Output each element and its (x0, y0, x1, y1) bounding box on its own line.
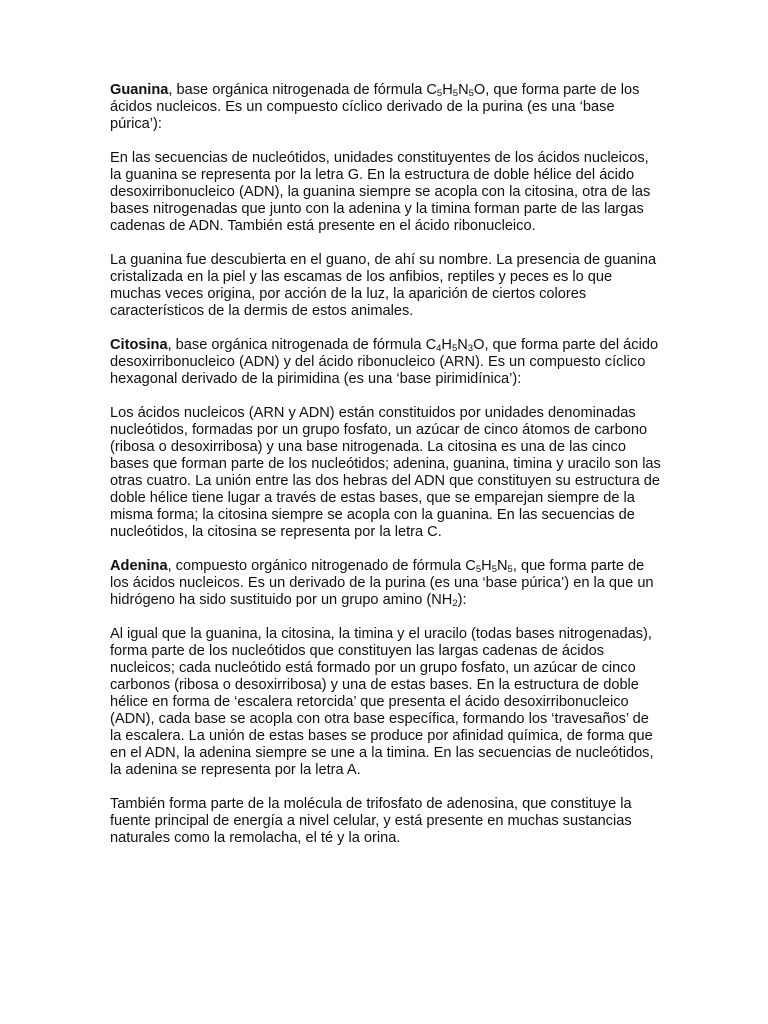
citosina-paragraph-2: Los ácidos nucleicos (ARN y ADN) están constituidos por unidades denominadas nucleótidos, formadas por un grupo fosfato, un azúcar de cinco átomos de carbono (ribosa o desoxirribosa) y una base nitrogenada. La citosina es una de las cinco bases que forman parte de los nucleótidos; adenina, guanina, timina y uracilo son las otras cuatro. La unión entre las dos hebras del ADN que constituyen su estructura de doble hélice tiene lugar a través de estas bases, que se emparejan siempre de la misma forma; la citosina siempre se acopla con la guanina. En las secuencias de nucleótidos, la citosina se representa por la letra C. (110, 405, 661, 540)
adenina-paragraph-3: También forma parte de la molécula de trifosfato de adenosina, que constituye la fuente principal de energía a nivel celular, y está presente en muchas sustancias naturales como la remolacha, el té y la orina. (110, 796, 632, 846)
guanina-definition (110, 82, 662, 133)
guanina-def-text-1: , base orgánica nitrogenada de fórmula C (168, 82, 437, 98)
formula-element: O (473, 82, 486, 98)
adenina-def-text-3: ): (457, 592, 467, 608)
formula-element: N (497, 558, 508, 574)
formula-element: H (442, 82, 453, 98)
formula-sub: 5 (491, 564, 497, 575)
citosina-def-text-2: , que forma parte del ácido desoxirribonucleico (ADN) y del ácido ribonucleico (ARN). Es un compuesto cíclico hexagonal derivado de la pirimidina (es una ‘base pirimidínica’): (110, 337, 659, 387)
formula-sub: 5 (452, 88, 459, 99)
formula-element: H (481, 558, 492, 574)
citosina-def-text-1: , base orgánica nitrogenada de fórmula C (167, 337, 437, 353)
document-page (110, 82, 662, 864)
adenina-paragraph-2: Al igual que la guanina, la citosina, la timina y el uracilo (todas bases nitrogenadas), forma parte de los nucleótidos que constituyen las largas cadenas de ácidos nucleicos; cada nucleótido está formado por un grupo fosfato, un azúcar de cinco carbonos (ribosa o desoxirribosa) y una de estas bases. En la estructura de doble hélice en forma de ‘escalera retorcida’ que presenta el ácido desoxirribonucleico (ADN), cada base se acopla con otra base específica, formando los ‘travesaños’ de la escalera. La unión de estas bases se produce por afinidad química, de forma que en el ADN, la adenina siempre se une a la timina. En las secuencias de nucleótidos, la adenina se representa por la letra A. (110, 626, 654, 778)
formula-sub: 2 (452, 598, 458, 609)
guanina-paragraph-2: En las secuencias de nucleótidos, unidades constituyentes de los ácidos nucleicos, la guanina se representa por la letra G. En la estructura de doble hélice del ácido desoxirribonucleico (ADN), la guanina siempre se acopla con la citosina, otra de las bases nitrogenadas que junto con la adenina y la timina forman parte de las largas cadenas de ADN. También está presente en el ácido ribonucleico. (110, 150, 651, 234)
formula-sub: 5 (507, 564, 513, 575)
formula-sub: 4 (436, 343, 442, 354)
formula-sub: 3 (467, 343, 474, 354)
formula-sub: 5 (475, 564, 482, 575)
term-citosina: Citosina (110, 337, 168, 353)
guanina-def-text-2: , que forma parte de los ácidos nucleicos. Es un compuesto cíclico derivado de la purina (es una ‘base púrica’): (110, 82, 640, 132)
term-guanina: Guanina (110, 82, 169, 98)
formula-sub: 5 (468, 88, 474, 99)
formula-element: N (458, 82, 469, 98)
formula-sub: 5 (451, 343, 458, 354)
adenina-def-text-2: , que forma parte de los ácidos nucleicos. Es un derivado de la purina (es una ‘base púrica’) en la que un hidrógeno ha sido sustituido por un grupo amino (NH (110, 558, 654, 608)
formula-element: O (473, 337, 485, 353)
formula-element: H (441, 337, 452, 353)
citosina-definition (110, 337, 662, 388)
adenina-definition (110, 558, 662, 609)
formula-sub: 5 (436, 88, 443, 99)
formula-element: N (457, 337, 468, 353)
guanina-paragraph-3: La guanina fue descubierta en el guano, de ahí su nombre. La presencia de guanina cristalizada en la piel y las escamas de los anfibios, reptiles y peces es lo que muchas veces origina, por acción de la luz, la aparición de ciertos colores característicos de la dermis de estos animales. (110, 252, 657, 319)
adenina-def-text-1: , compuesto orgánico nitrogenado de fórmula C (167, 558, 476, 574)
term-adenina: Adenina (110, 558, 168, 574)
